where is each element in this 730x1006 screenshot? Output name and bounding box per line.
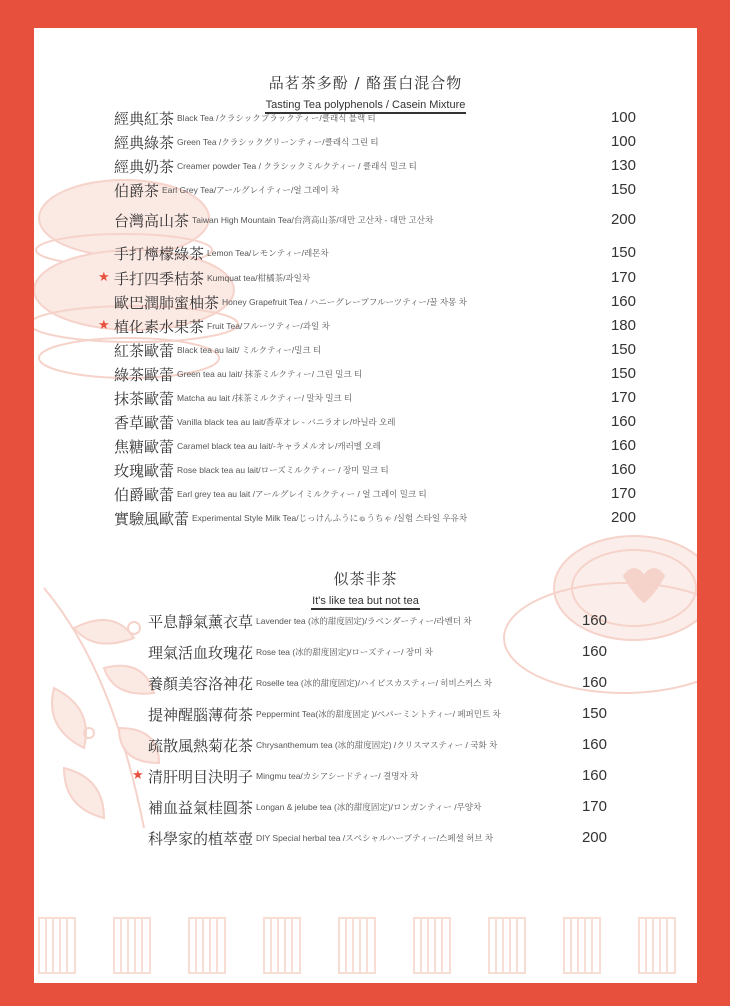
menu-item [114,266,310,290]
menu-item-description: Caramel black tea au lait/-キャラメルオレ/캐러멜 오레 [177,441,381,451]
menu-item-price: 180 [610,317,636,334]
menu-item-description: Black tea au lait/ ミルクティー/밀크 티 [177,345,322,355]
menu-item-name: 經典奶茶 [114,157,175,176]
menu-item-description: Chrysanthemum tea (冰的甜度固定) /クリスマスティー / 국화 차 [256,740,498,750]
menu-item-price: 150 [581,705,607,722]
menu-item-price: 160 [610,461,636,478]
menu-item-name: 實驗風歐蕾 [114,509,190,528]
menu-item-price: 150 [610,244,636,261]
featured-star-icon: ★ [98,270,110,285]
menu-item-description: Creamer powder Tea / クラシックミルクティー / 클래식 밀크 티 [177,161,417,171]
featured-star-icon: ★ [132,768,144,783]
menu-item-description: Rose black tea au lait/ローズミルクティー / 장미 밀크 티 [177,465,389,475]
menu-item-name: 手打四季桔茶 [114,269,205,288]
menu-item-description: Roselle tea (冰的甜度固定)/ハイビスカスティー/ 히비스커스 차 [256,678,492,688]
menu-page [34,28,697,983]
menu-item-price: 160 [581,736,607,753]
menu-item [148,795,481,819]
menu-item-price: 160 [610,293,636,310]
menu-item-name: 植化素水果茶 [114,317,205,336]
menu-item [148,671,492,695]
section2-title-zh: 似茶非茶 [333,570,398,588]
menu-item-price: 160 [581,643,607,660]
menu-item-description: Lavender tea (冰的甜度固定)/ラベンダーティー/라벤더 차 [256,616,472,626]
menu-item [114,314,330,338]
menu-item [148,764,418,788]
menu-item-name: 焦糖歐蕾 [114,437,175,456]
menu-item-description: Peppermint Tea(冰的甜度固定 )/ペパーミントティー/ 페퍼민트 차 [256,709,501,719]
menu-item-price: 100 [610,109,636,126]
menu-item-name: 玫瑰歐蕾 [114,461,175,480]
menu-item-description: Black Tea /クラシックブラックティー/클래식 블랙 티 [177,113,376,123]
menu-item-price: 160 [610,413,636,430]
menu-item-description: Kumquat tea/柑橘茶/과일차 [207,273,311,283]
menu-item [148,733,497,757]
menu-item-description: Taiwan High Mountain Tea/台湾高山茶/대만 고산차 - 대만 고산차 [192,215,434,225]
menu-item-description: Honey Grapefruit Tea / ハニーグレープフルーツティー/꿀 자몽 차 [222,297,467,307]
menu-item-name: 平息靜氣薰衣草 [148,612,254,631]
section2-title-en: It's like tea but not tea [311,595,420,610]
menu-item [114,154,417,178]
menu-item-description: DIY Special herbal tea /スペシャルハーブティー/스페셜 허브 차 [256,833,494,843]
menu-item-description: Experimental Style Milk Tea/じっけんふうにゅうちゃ /실험 스타일 우유차 [192,513,468,523]
menu-item-name: 歐巴潤肺蜜柚茶 [114,293,220,312]
menu-item-name: 手打檸檬綠茶 [114,244,205,263]
featured-star-icon: ★ [98,318,110,333]
menu-item [114,178,339,202]
menu-item-price: 160 [581,767,607,784]
menu-item-description: Earl Grey Tea/アールグレイティー/얼 그레이 차 [162,185,340,195]
menu-item [114,130,379,154]
menu-item-description: Vanilla black tea au lait/香草オレ - バニラオレ/바닐라 오레 [177,417,396,427]
menu-item-price: 150 [610,365,636,382]
menu-item-price: 200 [581,829,607,846]
menu-item-description: Matcha au lait /抹茶ミルクティー/ 말차 밀크 티 [177,393,353,403]
menu-item [114,386,352,410]
section1-title-en: Tasting Tea polyphenols / Casein Mixture [265,99,467,114]
menu-item-price: 170 [610,269,636,286]
menu-item-name: 伯爵歐蕾 [114,485,175,504]
menu-item-name: 科學家的植萃壺 [148,829,254,848]
menu-item-name: 綠茶歐蕾 [114,365,175,384]
menu-item-name: 抹茶歐蕾 [114,389,175,408]
menu-item-name: 經典綠茶 [114,133,175,152]
menu-item [148,640,433,664]
menu-item-name: 養顏美容洛神花 [148,674,254,693]
menu-item-description: Longan & jelube tea (冰的甜度固定)/ロンガンティー /무양차 [256,802,482,812]
menu-item-price: 100 [610,133,636,150]
menu-item-name: 理氣活血玫瑰花 [148,643,254,662]
menu-item-name: 清肝明目決明子 [148,767,254,786]
menu-item-name: 疏散風熱菊花茶 [148,736,254,755]
menu-item-description: Mingmu tea/カシアシードティー/ 결명자 차 [256,771,419,781]
menu-item-price: 160 [581,674,607,691]
menu-item-description: Green Tea /クラシックグリーンティー/클래식 그린 티 [177,137,379,147]
menu-item-description: Earl grey tea au lait /アールグレイミルクティー / 얼 그레이 밀크 티 [177,489,427,499]
menu-item [114,506,467,530]
menu-item-name: 紅茶歐蕾 [114,341,175,360]
menu-item-name: 香草歐蕾 [114,413,175,432]
menu-item [114,458,389,482]
menu-item-price: 200 [610,211,636,228]
menu-item-description: Green tea au lait/ 抹茶ミルクティー/ 그린 밀크 티 [177,369,363,379]
menu-item-price: 160 [581,612,607,629]
menu-item [114,338,321,362]
menu-item-price: 150 [610,341,636,358]
menu-item-name: 提神醒腦薄荷茶 [148,705,254,724]
section2-heading [34,568,697,610]
menu-item-price: 200 [610,509,636,526]
section1-title-zh: 品茗茶多酚 / 酪蛋白混合物 [268,74,463,92]
menu-item-description: Lemon Tea/レモンティー/레몬차 [207,248,329,258]
menu-item-name: 經典紅茶 [114,109,175,128]
menu-item-price: 170 [581,798,607,815]
menu-item-price: 160 [610,437,636,454]
menu-item-name: 伯爵茶 [114,181,160,200]
menu-item [114,362,362,386]
menu-item-price: 130 [610,157,636,174]
menu-item-description: Rose tea (冰的甜度固定)/ローズティー/ 장미 차 [256,647,433,657]
menu-item-name: 台灣高山茶 [114,211,190,230]
menu-item-name: 補血益氣桂圓茶 [148,798,254,817]
menu-item [114,434,381,458]
menu-item [114,106,376,130]
menu-item [148,702,501,726]
menu-item [114,482,427,506]
menu-item [148,609,472,633]
menu-item [114,410,396,434]
menu-item-description: Fruit Tea/フルーツティー/과일 차 [207,321,330,331]
menu-item-price: 150 [610,181,636,198]
menu-item [114,241,329,265]
menu-item-price: 170 [610,485,636,502]
menu-item [114,208,433,232]
menu-item [114,290,467,314]
menu-item-price: 170 [610,389,636,406]
menu-item [148,826,493,850]
